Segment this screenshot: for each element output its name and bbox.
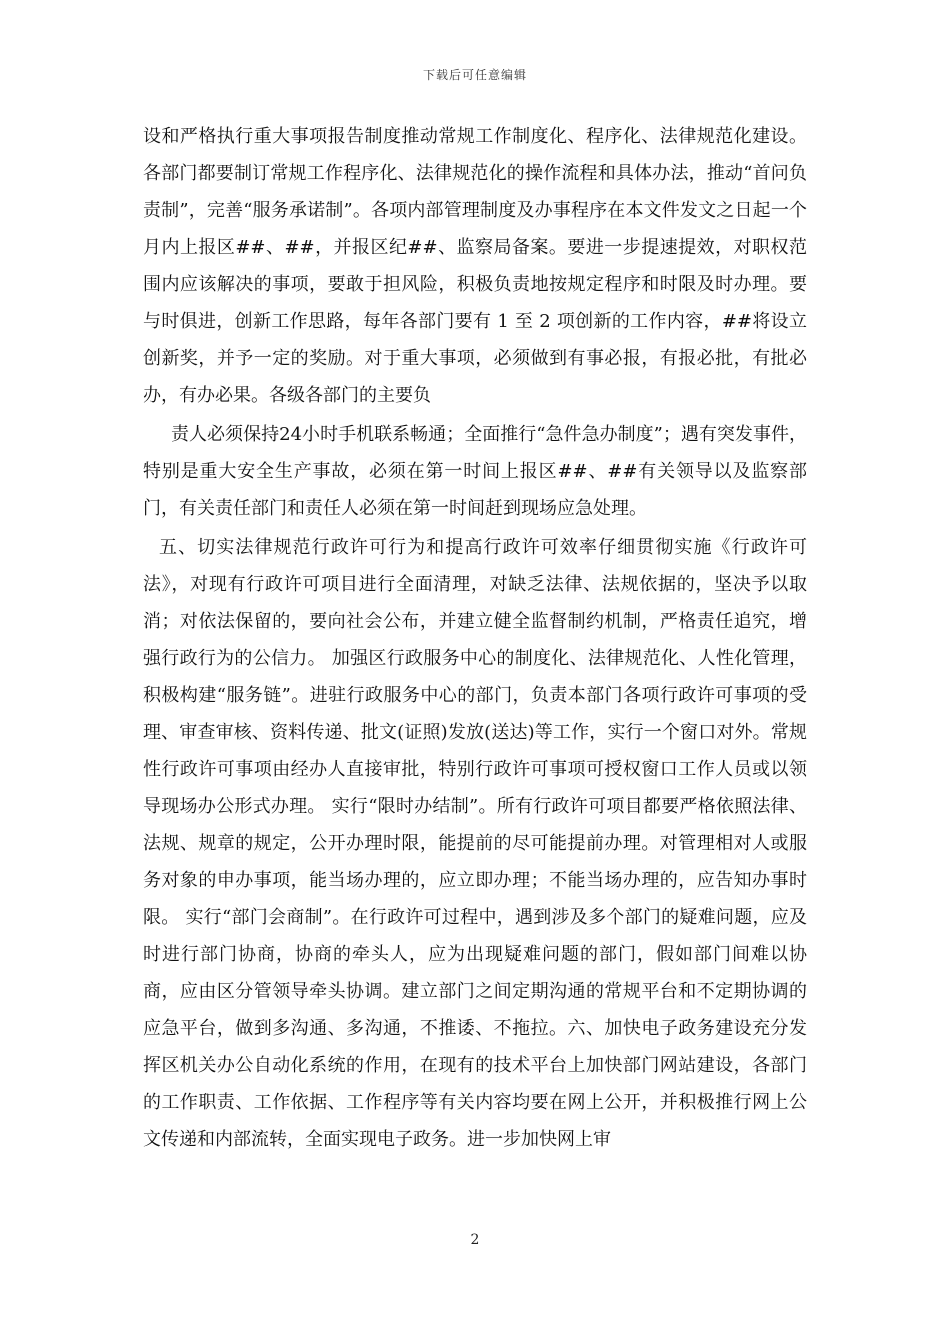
document-body [143, 118, 807, 1158]
paragraph-2: 责人必须保持24小时手机联系畅通；全面推行“急件急办制度”；遇有突发事件，特别是重大安全生产事故，必须在第一时间上报区##、##有关领导以及监察部门，有关责任部门和责任人必须在第一时间赶到现场应急处理。 [143, 424, 807, 519]
paragraph-3: 五、切实法律规范行政许可行为和提高行政许可效率仔细贯彻实施《行政许可法》，对现有行政许可项目进行全面清理，对缺乏法律、法规依据的，坚决予以取消；对依法保留的，要向社会公布，并建立健全监督制约机制，严格责任追究，增强行政行为的公信力。 加强区行政服务中心的制度化、法律规范化、人性化管理，积极构建“服务链”。进驻行政服务中心的部门，负责本部门各项行政许可事项的受理、审查审核、资料传递、批文(证照)发放(送达)等工作，实行一个窗口对外。常规性行政许可事项由经办人直接审批，特别行政许可事项可授权窗口工作人员或以领导现场办公形式办理。 实行“限时办结制”。所有行政许可项目都要严格依照法律、法规、规章的规定，公开办理时限，能提前的尽可能提前办理。对管理相对人或服务对象的申办事项，能当场办理的，应立即办理；不能当场办理的，应告知办事时限。 实行“部门会商制”。在行政许可过程中，遇到涉及多个部门的疑难问题，应及时进行部门协商，协商的牵头人，应为出现疑难问题的部门，假如部门间难以协商，应由区分管领导牵头协调。建立部门之间定期沟通的常规平台和不定期协调的应急平台，做到多沟通、多沟通，不推诿、不拖拉。六、加快电子政务建设充分发挥区机关办公自动化系统的作用，在现有的技术平台上加快部门网站建设，各部门的工作职责、工作依据、工作程序等有关内容均要在网上公开，并积极推行网上公文传递和内部流转，全面实现电子政务。进一步加快网上审 [143, 537, 807, 1150]
page-header: 下载后可任意编辑 [422, 68, 527, 82]
paragraph-1: 设和严格执行重大事项报告制度推动常规工作制度化、程序化、法律规范化建设。各部门都要制订常规工作程序化、法律规范化的操作流程和具体办法，推动“首问负责制”，完善“服务承诺制”。各项内部管理制度及办事程序在本文件发文之日起一个月内上报区##、##，并报区纪##、监察局备案。要进一步提速提效，对职权范围内应该解决的事项，要敢于担风险，积极负责地按规定程序和时限及时办理。要与时俱进，创新工作思路，每年各部门要有 1 至 2 项创新的工作内容，##将设立创新奖，并予一定的奖励。对于重大事项，必须做到有事必报，有报必批，有批必办，有办必果。各级各部门的主要负 [143, 126, 807, 406]
page-number: 2 [470, 1232, 480, 1248]
